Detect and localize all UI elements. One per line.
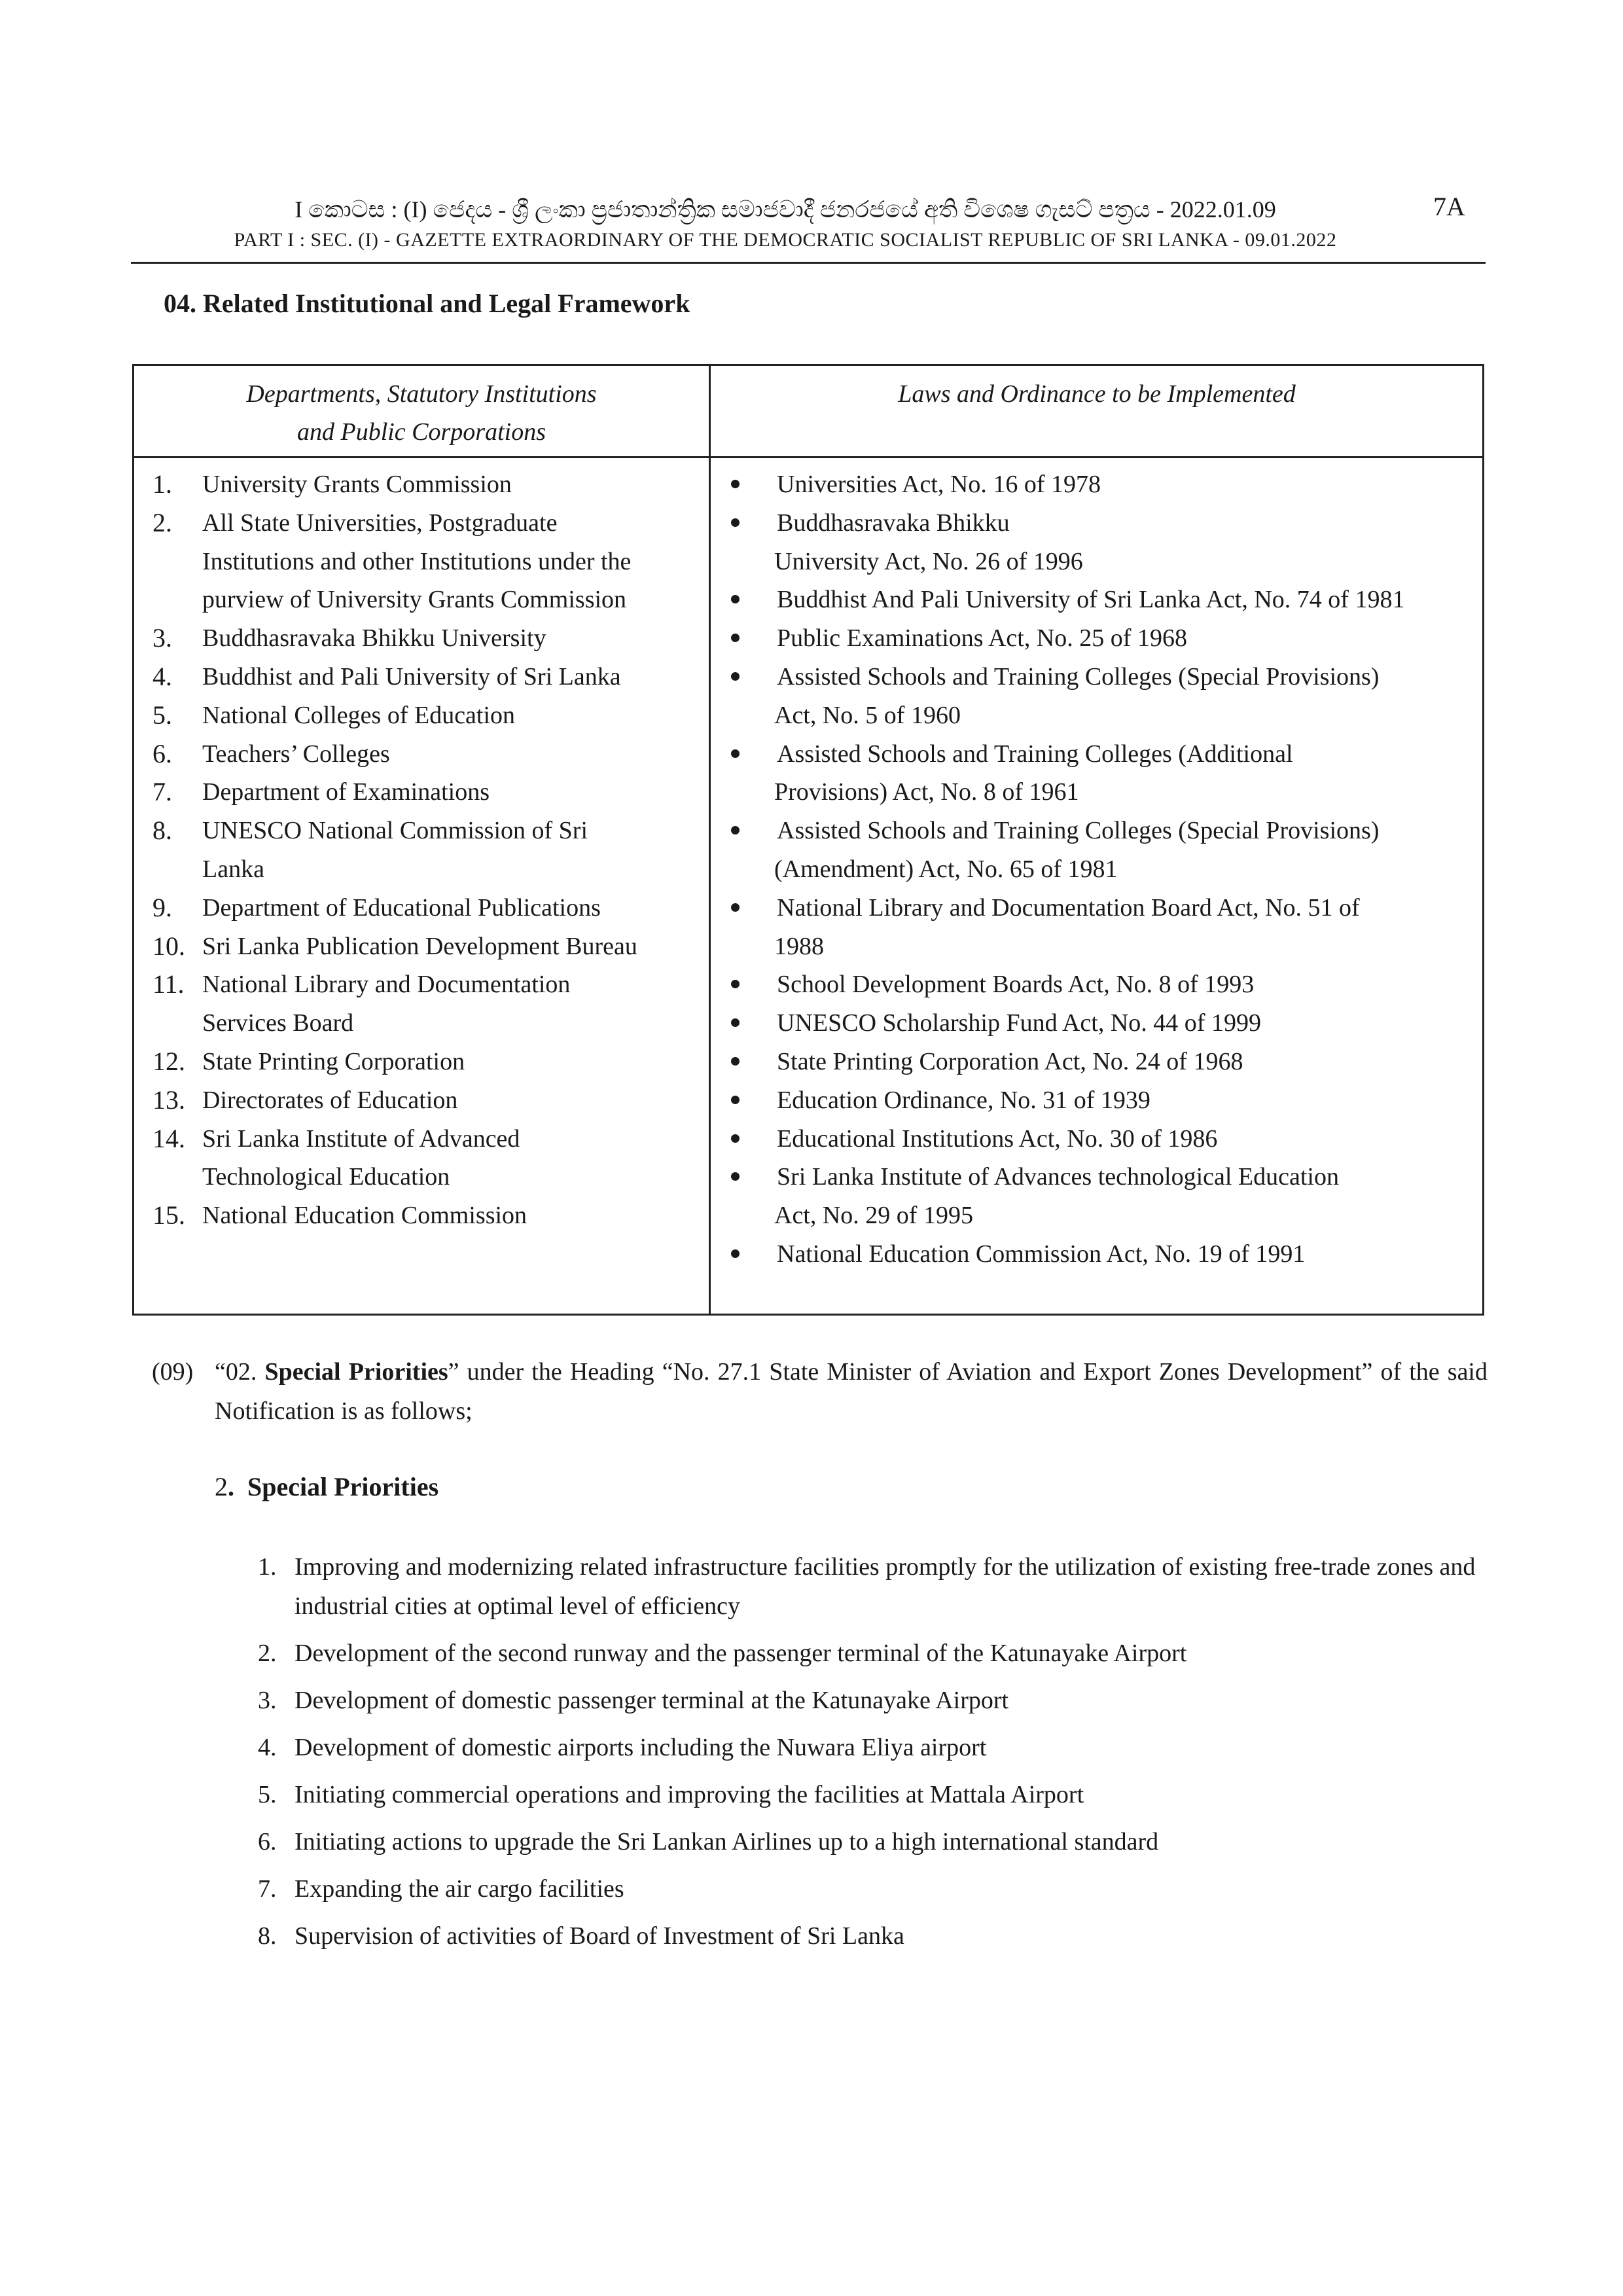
law-text: Act, No. 5 of 1960 bbox=[774, 701, 961, 729]
institution-line: State Printing Corporation bbox=[202, 1047, 465, 1075]
paragraph-open-quote: “02. bbox=[215, 1358, 265, 1386]
priority-text: Development of domestic airports including the Nuwara Eliya airport bbox=[294, 1734, 987, 1761]
institution-item bbox=[152, 735, 702, 774]
priority-text: Initiating commercial operations and improving the facilities at Mattala Airport bbox=[294, 1781, 1084, 1808]
law-item-continuation bbox=[723, 543, 1476, 581]
priority-number: 4. bbox=[258, 1734, 277, 1761]
bullet-icon bbox=[731, 480, 740, 488]
bullet-icon bbox=[731, 1096, 740, 1104]
institution-line: Institutions and other Institutions under the bbox=[202, 547, 632, 575]
institution-line: Services Board bbox=[202, 1009, 354, 1037]
law-item-continuation bbox=[723, 927, 1476, 966]
priority-text: Development of domestic passenger terminal at the Katunayake Airport bbox=[294, 1687, 1009, 1714]
law-item bbox=[723, 658, 1476, 696]
priority-item bbox=[258, 1547, 1495, 1626]
priority-number: 2. bbox=[258, 1640, 277, 1667]
institution-item bbox=[152, 1081, 702, 1120]
priority-number: 8. bbox=[258, 1922, 277, 1950]
institution-line: University Grants Commission bbox=[202, 471, 512, 498]
law-item bbox=[723, 465, 1476, 504]
law-text: School Development Boards Act, No. 8 of 1993 bbox=[777, 971, 1255, 999]
law-text: Assisted Schools and Training Colleges (Special Provisions) bbox=[777, 662, 1380, 691]
priority-item bbox=[258, 1634, 1495, 1673]
law-text: Buddhasravaka Bhikku bbox=[777, 509, 1010, 537]
institution-number: 10. bbox=[152, 931, 185, 961]
table-header-laws: Laws and Ordinance to be Implemented bbox=[898, 380, 1296, 408]
institution-item bbox=[152, 619, 702, 658]
institution-line: Sri Lanka Publication Development Bureau bbox=[202, 932, 637, 960]
table-header-institutions-line1: Departments, Statutory Institutions bbox=[246, 380, 597, 408]
institution-line: Sri Lanka Institute of Advanced bbox=[202, 1124, 520, 1153]
institution-number: 1. bbox=[152, 469, 172, 499]
institution-number: 2. bbox=[152, 507, 172, 537]
law-text: Provisions) Act, No. 8 of 1961 bbox=[774, 778, 1079, 806]
law-item bbox=[723, 812, 1476, 850]
institution-number: 11. bbox=[152, 969, 185, 999]
bullet-icon bbox=[731, 1018, 740, 1027]
law-item bbox=[723, 504, 1476, 543]
bullet-icon bbox=[731, 749, 740, 758]
law-text: National Education Commission Act, No. 19 of 1991 bbox=[777, 1240, 1306, 1268]
priority-item bbox=[258, 1822, 1495, 1861]
law-item-continuation bbox=[723, 696, 1476, 735]
bullet-icon bbox=[731, 903, 740, 912]
institution-line: UNESCO National Commission of Sri bbox=[202, 817, 588, 845]
law-text: Public Examinations Act, No. 25 of 1968 bbox=[777, 624, 1187, 653]
institution-number: 9. bbox=[152, 892, 172, 922]
law-text: (Amendment) Act, No. 65 of 1981 bbox=[774, 855, 1118, 883]
priority-number: 7. bbox=[258, 1875, 277, 1903]
institution-line: National Education Commission bbox=[202, 1202, 527, 1230]
table-header-divider bbox=[134, 456, 1482, 458]
law-text: Sri Lanka Institute of Advances technological Education bbox=[777, 1163, 1339, 1191]
table-header-institutions-line2: and Public Corporations bbox=[296, 418, 546, 446]
law-item bbox=[723, 965, 1476, 1004]
bullet-icon bbox=[731, 826, 740, 834]
priority-item bbox=[258, 1869, 1495, 1909]
law-text: University Act, No. 26 of 1996 bbox=[774, 547, 1083, 575]
priority-text: Expanding the air cargo facilities bbox=[294, 1875, 624, 1903]
law-text: State Printing Corporation Act, No. 24 of 1968 bbox=[777, 1047, 1243, 1075]
special-priorities-num: 2 bbox=[215, 1472, 228, 1501]
institution-item bbox=[152, 465, 702, 504]
institution-number: 13. bbox=[152, 1085, 185, 1115]
law-text: National Library and Documentation Board Act, No. 51 of bbox=[777, 893, 1360, 922]
laws-list bbox=[723, 465, 1476, 1274]
institution-item bbox=[152, 927, 702, 966]
law-item bbox=[723, 1158, 1476, 1196]
institution-line: All State Universities, Postgraduate bbox=[202, 509, 558, 537]
bullet-icon bbox=[731, 672, 740, 681]
institution-line: Lanka bbox=[202, 855, 264, 883]
institution-item bbox=[152, 812, 702, 889]
law-item-continuation bbox=[723, 1196, 1476, 1235]
priority-text: Development of the second runway and the passenger terminal of the Katunayake Airport bbox=[294, 1640, 1187, 1667]
paragraph-bold-text: Special Priorities bbox=[264, 1358, 448, 1386]
law-text: Act, No. 29 of 1995 bbox=[774, 1202, 973, 1230]
institution-number: 12. bbox=[152, 1046, 185, 1076]
special-priorities-text: Special Priorities bbox=[247, 1472, 439, 1501]
priority-text: Initiating actions to upgrade the Sri Lankan Airlines up to a high international standard bbox=[294, 1828, 1159, 1856]
law-item bbox=[723, 1081, 1476, 1120]
institution-number: 5. bbox=[152, 700, 172, 730]
institution-line: Department of Examinations bbox=[202, 778, 490, 806]
institution-number: 4. bbox=[152, 661, 172, 691]
law-text: Buddhist And Pali University of Sri Lanka Act, No. 74 of 1981 bbox=[777, 586, 1405, 614]
law-text: Education Ordinance, No. 31 of 1939 bbox=[777, 1086, 1150, 1114]
institution-item bbox=[152, 773, 702, 812]
framework-table bbox=[132, 364, 1484, 1316]
institution-line: purview of University Grants Commission bbox=[202, 586, 627, 614]
law-item bbox=[723, 1004, 1476, 1043]
priority-number: 1. bbox=[258, 1553, 277, 1581]
priority-number: 6. bbox=[258, 1828, 277, 1856]
law-item-continuation bbox=[723, 773, 1476, 812]
institution-item bbox=[152, 696, 702, 735]
priority-item bbox=[258, 1775, 1495, 1814]
institution-number: 15. bbox=[152, 1200, 185, 1230]
law-item bbox=[723, 1120, 1476, 1158]
law-text: Educational Institutions Act, No. 30 of 1986 bbox=[777, 1124, 1218, 1153]
institution-line: Buddhist and Pali University of Sri Lanka bbox=[202, 662, 621, 691]
header-english-line: PART I : SEC. (I) - GAZETTE EXTRAORDINARY OF THE DEMOCRATIC SOCIALIST REPUBLIC OF SRI LANKA - 09.01.2022 bbox=[234, 229, 1337, 251]
bullet-icon bbox=[731, 1249, 740, 1258]
law-item bbox=[723, 1043, 1476, 1081]
law-text: Assisted Schools and Training Colleges (Special Provisions) bbox=[777, 817, 1380, 845]
law-item bbox=[723, 619, 1476, 658]
page-number: 7A bbox=[1433, 192, 1465, 221]
bullet-icon bbox=[731, 634, 740, 642]
law-text: UNESCO Scholarship Fund Act, No. 44 of 1999 bbox=[777, 1009, 1261, 1037]
special-priorities-dot: . bbox=[228, 1472, 247, 1501]
table-column-divider bbox=[709, 366, 711, 1314]
law-item bbox=[723, 889, 1476, 927]
header-sinhala-line: I කොටස : (I) ජෙදය - ශ්‍රී ලංකා ප්‍රජාතාන්ත්‍රික සමාජවාදී ජනරජයේ අති විශෙෂ ගැසට් පත්‍රය - 2022.01.09 bbox=[294, 196, 1276, 223]
law-text: 1988 bbox=[774, 932, 824, 960]
law-item-continuation bbox=[723, 850, 1476, 889]
institution-item bbox=[152, 1043, 702, 1081]
institution-line: Directorates of Education bbox=[202, 1086, 458, 1114]
priority-number: 3. bbox=[258, 1687, 277, 1714]
institution-number: 6. bbox=[152, 738, 172, 768]
institution-item bbox=[152, 1120, 702, 1197]
institution-line: Teachers’ Colleges bbox=[202, 740, 390, 768]
special-priorities-list bbox=[258, 1547, 1495, 1964]
institution-line: Technological Education bbox=[202, 1163, 450, 1191]
section-title: 04. Related Institutional and Legal Framework bbox=[164, 289, 690, 318]
institution-item bbox=[152, 965, 702, 1043]
priority-text: Improving and modernizing related infrastructure facilities promptly for the utilization of existing free-trade zones and industrial cities at optimal level of efficiency bbox=[294, 1553, 1476, 1620]
law-item bbox=[723, 581, 1476, 619]
paragraph-text bbox=[215, 1352, 1488, 1431]
law-text: Universities Act, No. 16 of 1978 bbox=[777, 471, 1101, 498]
table-header-institutions bbox=[134, 375, 709, 451]
institution-item bbox=[152, 1196, 702, 1235]
institution-item bbox=[152, 658, 702, 696]
priority-text: Supervision of activities of Board of Investment of Sri Lanka bbox=[294, 1922, 904, 1950]
institution-number: 14. bbox=[152, 1123, 185, 1153]
paragraph-rest-text: ” under the Heading “No. 27.1 State Minister of Aviation and Export Zones Development” of the said Notification is as follows; bbox=[215, 1358, 1488, 1425]
bullet-icon bbox=[731, 1134, 740, 1143]
institution-number: 8. bbox=[152, 816, 172, 846]
bullet-icon bbox=[731, 518, 740, 527]
institutions-list bbox=[152, 465, 702, 1235]
priority-item bbox=[258, 1728, 1495, 1767]
institution-number: 3. bbox=[152, 623, 172, 653]
bullet-icon bbox=[731, 980, 740, 988]
law-text: Assisted Schools and Training Colleges (Additional bbox=[777, 740, 1293, 768]
bullet-icon bbox=[731, 1057, 740, 1066]
priority-item bbox=[258, 1681, 1495, 1720]
institution-line: National Library and Documentation bbox=[202, 971, 571, 999]
institution-item bbox=[152, 889, 702, 927]
law-item bbox=[723, 735, 1476, 774]
paragraph-number: (09) bbox=[152, 1358, 194, 1386]
bullet-icon bbox=[731, 595, 740, 603]
bullet-icon bbox=[731, 1172, 740, 1181]
institution-line: Department of Educational Publications bbox=[202, 893, 601, 922]
institution-line: National Colleges of Education bbox=[202, 701, 516, 729]
institution-number: 7. bbox=[152, 777, 172, 807]
priority-number: 5. bbox=[258, 1781, 277, 1808]
law-item bbox=[723, 1235, 1476, 1274]
priority-item bbox=[258, 1916, 1495, 1956]
institution-item bbox=[152, 504, 702, 619]
institution-line: Buddhasravaka Bhikku University bbox=[202, 624, 546, 653]
special-priorities-title bbox=[215, 1470, 438, 1504]
header-rule bbox=[131, 262, 1486, 264]
